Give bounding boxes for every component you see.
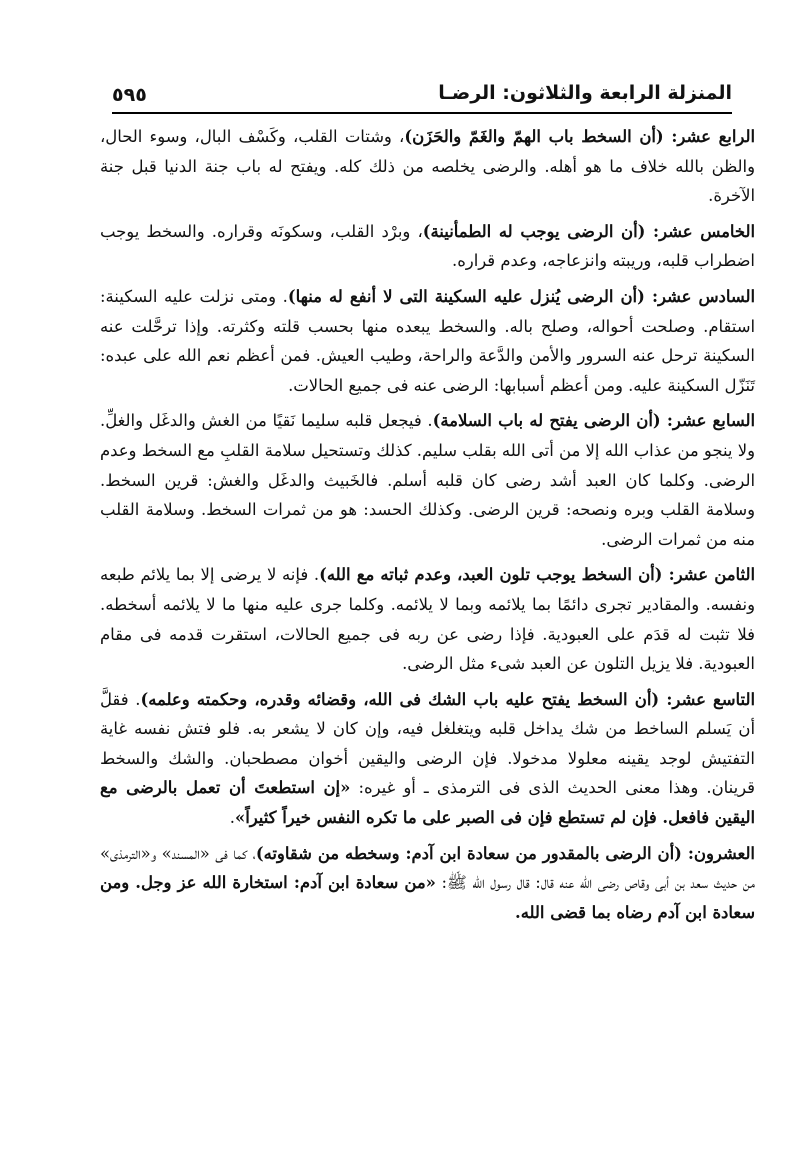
paragraph-lead: السابع عشر: [660,411,756,431]
paragraph-lead: الرابع عشر: [663,127,756,146]
paragraph-lead: العشرون: [681,843,755,863]
hadith-quote: «من سعادة ابن آدم: استخارة الله عز وجل. ومن سعادة ابن آدم رضاه بما قضى الله. [100,873,755,922]
paragraph-heading: (أن السخط يفتح عليه باب الشك فى الله، وقضائه وقدره، وحكمته وعلمه) [140,689,660,709]
chapter-title: المنزلة الرابعة والثلاثون: الرضـا [438,82,732,104]
paragraph-14 [100,122,755,211]
paragraph-text: . فإنه لا يرضى إلا بما يلائم طبعه ونفسه. والمقادير تجرى دائمًا بما يلائمه وبما لا يلائمه. وكلما جرى عليه منها ما لا يلائمه أسخطه. فلا تثبت له قدَم على العبودية. فإذا رضى عن ربه فى جميع الحالات، استقرت قدمه فى مقام العبودية. فلا يزيل التلون عن العبد شىء مثل الرضى. [100,565,755,674]
paragraph-17 [100,406,755,554]
paragraph-text: . فيجعل قلبه سليما نَقيًا من الغش والدغَل والغلِّ. ولا ينجو من عذاب الله إلا من أتى الله بقلب سليم. كذلك وتستحيل سلامة القلبِ مع السخط وعدم الرضى. وكلما كان العبد أشد رضى كان قلبه أسلم. فالخَبيث والدغَل والغش: قرين السخط. وسلامة القلب وبره ونصحه: قرين الرضى. وكذلك الحسد: هو من ثمرات السخط. وسلامة القلب منه من ثمرات الرضى. [100,411,755,549]
paragraph-heading: (أن السخط يوجب تلون العبد، وعدم ثباته مع الله) [319,565,663,585]
paragraph-18 [100,560,755,678]
paragraph-20 [100,839,755,928]
paragraph-text: ، كما فى «المسند» و«الترمذى» من حديث سعد بن أبى وقاص رضى الله عنه قال: قال رسول الله ﷺ: [100,843,755,893]
paragraph-text: ، وشتات القلب، وكَسْف البال، وسوء الحال، والظن بالله خلاف ما هو أهله. والرضى يخلصه من ذلك كله. ويفتح له باب جنة الدنيا قبل جنة الآخرة. [100,127,755,206]
paragraph-16 [100,282,755,400]
paragraph-heading: (أن الرضى يُنزل عليه السكينة التى لا أنفع له منها) [287,286,645,306]
paragraph-text: ، وبرْد القلب، وسكونَه وقراره. والسخط يوجب اضطراب قلبه، وريبته وانزعاجه، وعدم قراره. [100,221,755,271]
paragraph-text: . ومتى نزلت عليه السكينة: استقام. وصلحت أحواله، وصلح باله. والسخط يبعده منها بحسب قلته وكثرته. وإذا ترحَّلت عنه السكينة ترحل عنه السرور والأمن والدَّعة والراحة، وطيب العيش. فمن أعظم نعم الله على عبده: تَنَزّل السكينة عليه. ومن أعظم أسبابها: الرضى عنه فى جميع الحالات. [100,286,755,395]
paragraph-tail: . [229,808,235,828]
page-header [112,80,732,114]
paragraph-heading: (أن الرضى يفتح له باب السلامة) [432,411,661,431]
page-number: ٥٩٥ [112,84,147,106]
paragraph-heading: (أن الرضى بالمقدور من سعادة ابن آدم: وسخطه من شقاوته) [255,843,682,863]
paragraph-heading: (أن الرضى يوجب له الطمأنينة) [422,221,646,241]
page-body [100,122,755,933]
paragraph-19 [100,685,755,833]
paragraph-text: . فقلَّ أن يَسلم الساخط من شك يداخل قلبه ويتغلغل فيه، وإن كان لا يشعر به. فلو فتش نفسه غاية التفتيش لوجد يقينه معلولا مدخولا. فإن الرضى واليقين أخوان مصطحبان. والشك والسخط قرينان. وهذا معنى الحديث الذى فى الترمذى ـ أو غيره: [100,689,756,798]
paragraph-heading: (أن السخط باب الهمّ والغَمّ والحَزَن) [404,127,664,146]
paragraph-lead: التاسع عشر: [659,689,755,709]
paragraph-15 [100,217,755,276]
hadith-quote: «إن استطعتَ أن تعمل بالرضى مع اليقين فافعل. فإن لم تستطع فإن فى الصبر على ما تكره النفس خيراً كثيراً» [100,778,755,828]
header-divider [112,112,732,114]
paragraph-lead: السادس عشر: [644,286,755,306]
paragraph-lead: الخامس عشر: [645,221,756,241]
paragraph-lead: الثامن عشر: [662,565,755,585]
